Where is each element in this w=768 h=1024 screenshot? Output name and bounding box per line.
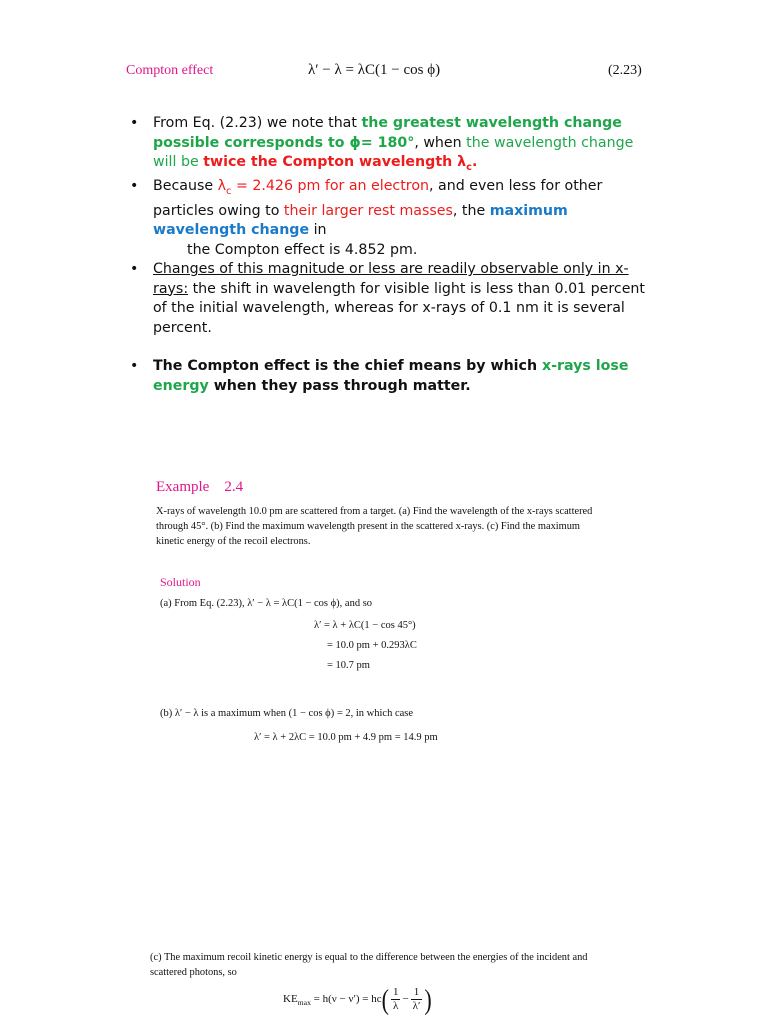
subscript: c [225, 186, 232, 198]
eq-lhs-subscript: max [297, 998, 311, 1008]
underlined-text: Changes of this magnitude or less are readily observable only in x-rays: [153, 261, 629, 297]
section-label: Compton effect [126, 63, 214, 78]
equation-number: (2.23) [608, 63, 642, 78]
bullet-dot: • [130, 358, 139, 375]
text-run: , when [414, 134, 467, 151]
bullet-dot: • [130, 115, 139, 131]
example-text: X-rays of wavelength 10.0 pm are scattered from a target. (a) Find the wavelength of the x-rays scattered through 45°. (b) Find the maximum wavelength present in the scattered x-rays. (c) Find the maximum kinetic energy of the recoil electrons. [156, 506, 593, 547]
subscript: c [466, 161, 473, 173]
text-run: the Compton effect is 4.852 pm. [187, 241, 418, 258]
highlight-red: their larger rest masses [283, 202, 453, 219]
solution-b-intro: (b) λ′ − λ is a maximum when (1 − cos ϕ) = 2, in which case [160, 708, 414, 719]
bullet-dot: • [130, 178, 139, 195]
minus-sign: − [402, 993, 409, 1006]
fraction [391, 986, 401, 1013]
eq-mid: = h(ν − ν′) = hc [310, 993, 382, 1006]
text-run: , and even less for other particles owing to [153, 178, 603, 219]
highlight-blue: maximum wavelength change [153, 202, 568, 239]
text-run: , the [452, 202, 490, 219]
bullet-dot: • [130, 261, 139, 278]
text-run: . [472, 154, 478, 170]
text-run: the shift in wavelength for visible light is less than 0.01 percent of the initial wavelength, whereas for x-rays of 0.1 nm it is several percent. [153, 280, 645, 336]
highlight-red: = 2.426 pm for an electron [231, 178, 429, 195]
eq-lhs: KE [283, 993, 298, 1006]
text-run: From Eq. (2.23) we note that [153, 115, 362, 131]
text-run: Because [153, 178, 218, 195]
solution-b-equation: λ′ = λ + 2λC = 10.0 pm + 4.9 pm = 14.9 pm [254, 732, 438, 743]
fraction-denominator: λ [393, 1000, 399, 1012]
fraction-numerator: 1 [411, 986, 423, 1000]
solution-a-equation-1: λ′ = λ + λC(1 − cos 45°) [314, 620, 416, 631]
solution-c-equation [283, 982, 432, 1016]
bullet-item [130, 177, 650, 260]
solution-a-equation-2: = 10.0 pm + 0.293λC [327, 640, 417, 651]
text-run: when they pass through matter. [208, 377, 471, 394]
solution-a-equation-3: = 10.7 pm [327, 660, 370, 671]
fraction-denominator: λ′ [412, 1000, 421, 1012]
solution-c-text: (c) The maximum recoil kinetic energy is equal to the difference between the energies of the incident and scattered photons, so [150, 952, 588, 978]
highlight-green: the greatest wavelength change possible corresponds to ϕ= 180° [153, 115, 622, 151]
text-run: The Compton effect is the chief means by which [153, 358, 542, 375]
header-equation: λ′ − λ = λC(1 − cos ϕ) [308, 62, 441, 78]
solution-title: Solution [160, 575, 201, 589]
text-run: in [309, 222, 327, 239]
bullet-item [130, 260, 650, 338]
highlight-green: the wavelength change will be [153, 134, 634, 170]
solution-a-intro: (a) From Eq. (2.23), λ′ − λ = λC(1 − cos ϕ), and so [160, 598, 373, 609]
fraction [411, 986, 423, 1013]
bullet-item [130, 114, 650, 177]
left-paren: ( [381, 982, 389, 1016]
bullet-list [130, 114, 650, 396]
right-paren: ) [424, 982, 432, 1016]
fraction-numerator: 1 [392, 986, 399, 998]
highlight-red: twice the Compton wavelength λ [203, 154, 467, 170]
highlight-red: λ [217, 178, 226, 195]
highlight-green: x-rays lose energy [153, 358, 629, 394]
example-title: Example 2.4 [156, 479, 244, 495]
bullet-item [130, 357, 650, 396]
